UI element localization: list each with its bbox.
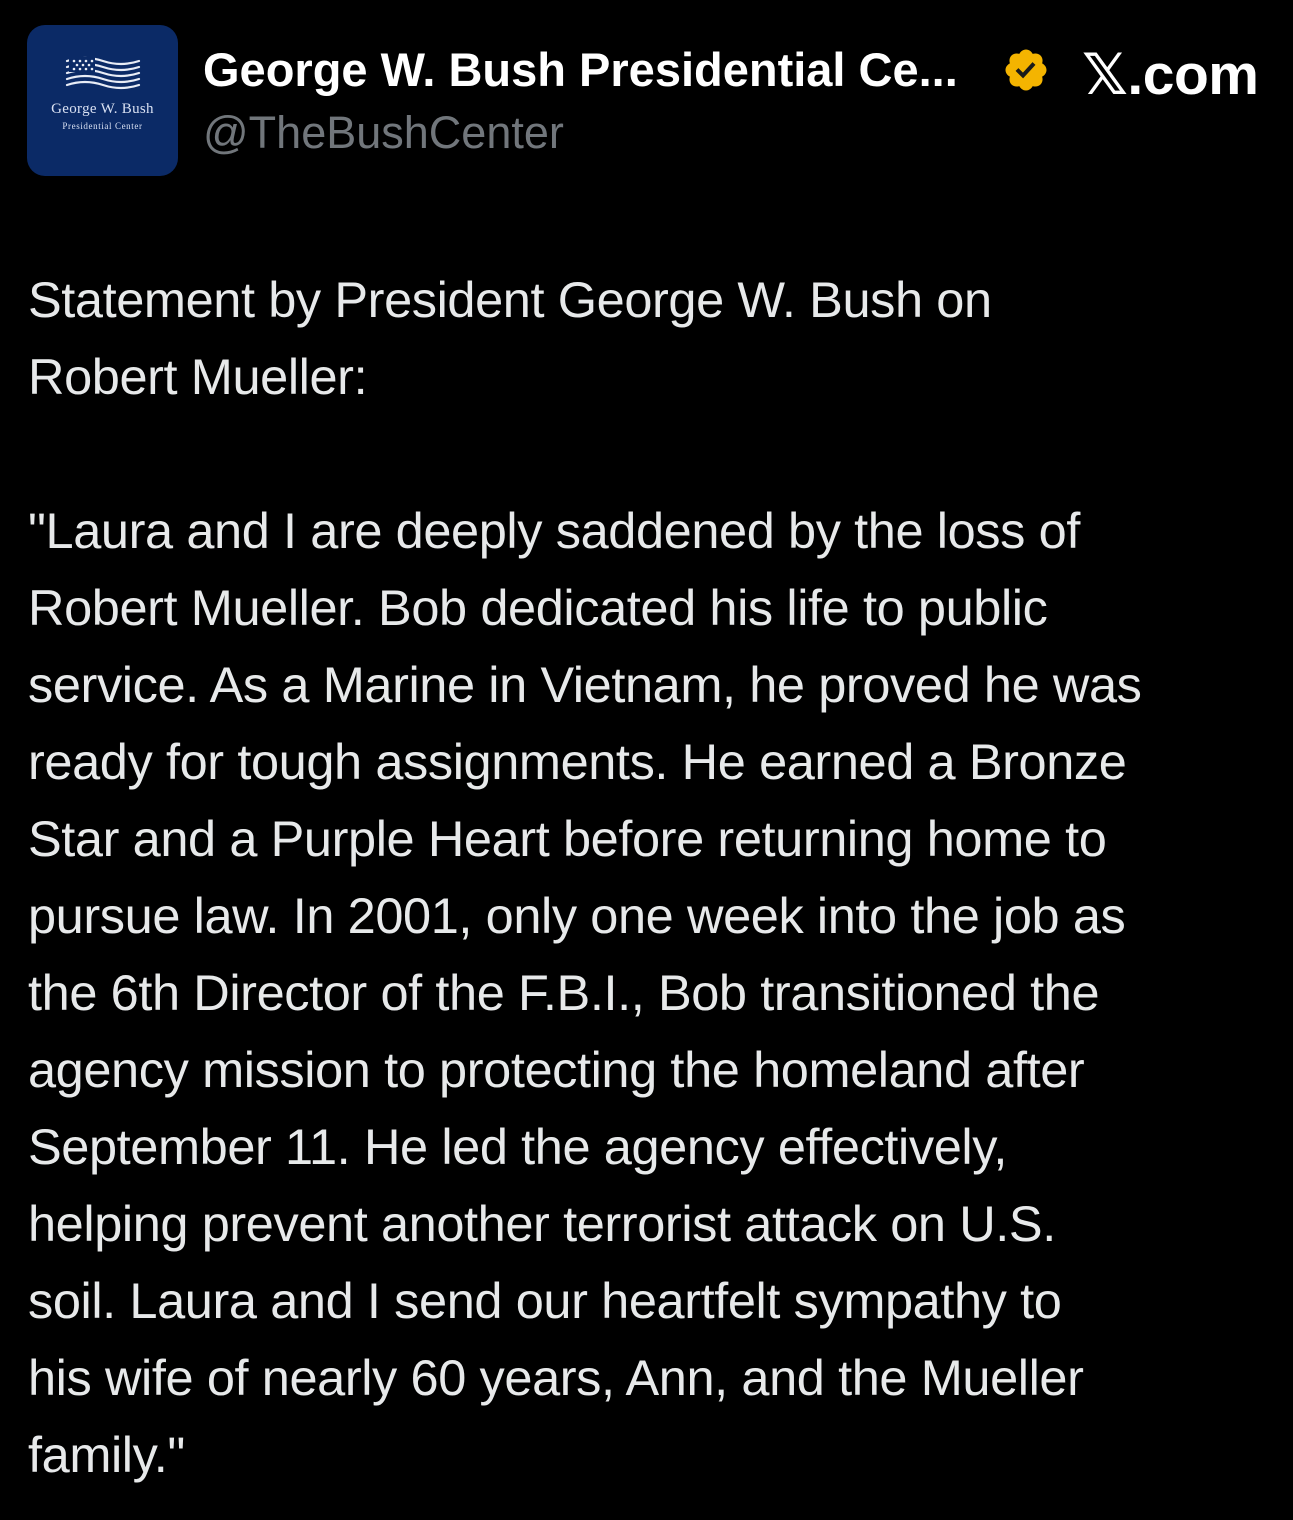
account-handle[interactable]: @TheBushCenter <box>203 107 564 158</box>
tweet-header <box>0 0 1293 200</box>
flag-logo-icon <box>63 53 143 93</box>
x-com-label: 𝕏.com <box>1082 43 1259 107</box>
tweet-body <box>28 261 1290 1493</box>
avatar-logo-line1: George W. Bush <box>51 101 154 117</box>
display-name[interactable]: George W. Bush Presidential Ce... <box>203 43 958 96</box>
tweet-paragraph-quote: "Laura and I are deeply saddened by the loss of Robert Mueller. Bob dedicated his life to public service. As a Marine in Vietnam, he proved he was ready for tough assignments. He earned a Bronze Star and a Purple Heart before returning home to pursue law. In 2001, only one week into the job as the 6th Director of the F.B.I., Bob transitioned the agency mission to protecting the homeland after September 11. He led the agency effectively, helping prevent another terrorist attack on U.S. soil. Laura and I send our heartfelt sympathy to his wife of nearly 60 years, Ann, and the Mueller family." <box>28 502 1142 1483</box>
avatar[interactable] <box>27 25 178 176</box>
tweet-paragraph-intro: Statement by President George W. Bush on Robert Mueller: <box>28 271 992 405</box>
avatar-logo-line2: Presidential Center <box>62 121 143 131</box>
verified-badge-icon <box>1002 46 1050 94</box>
